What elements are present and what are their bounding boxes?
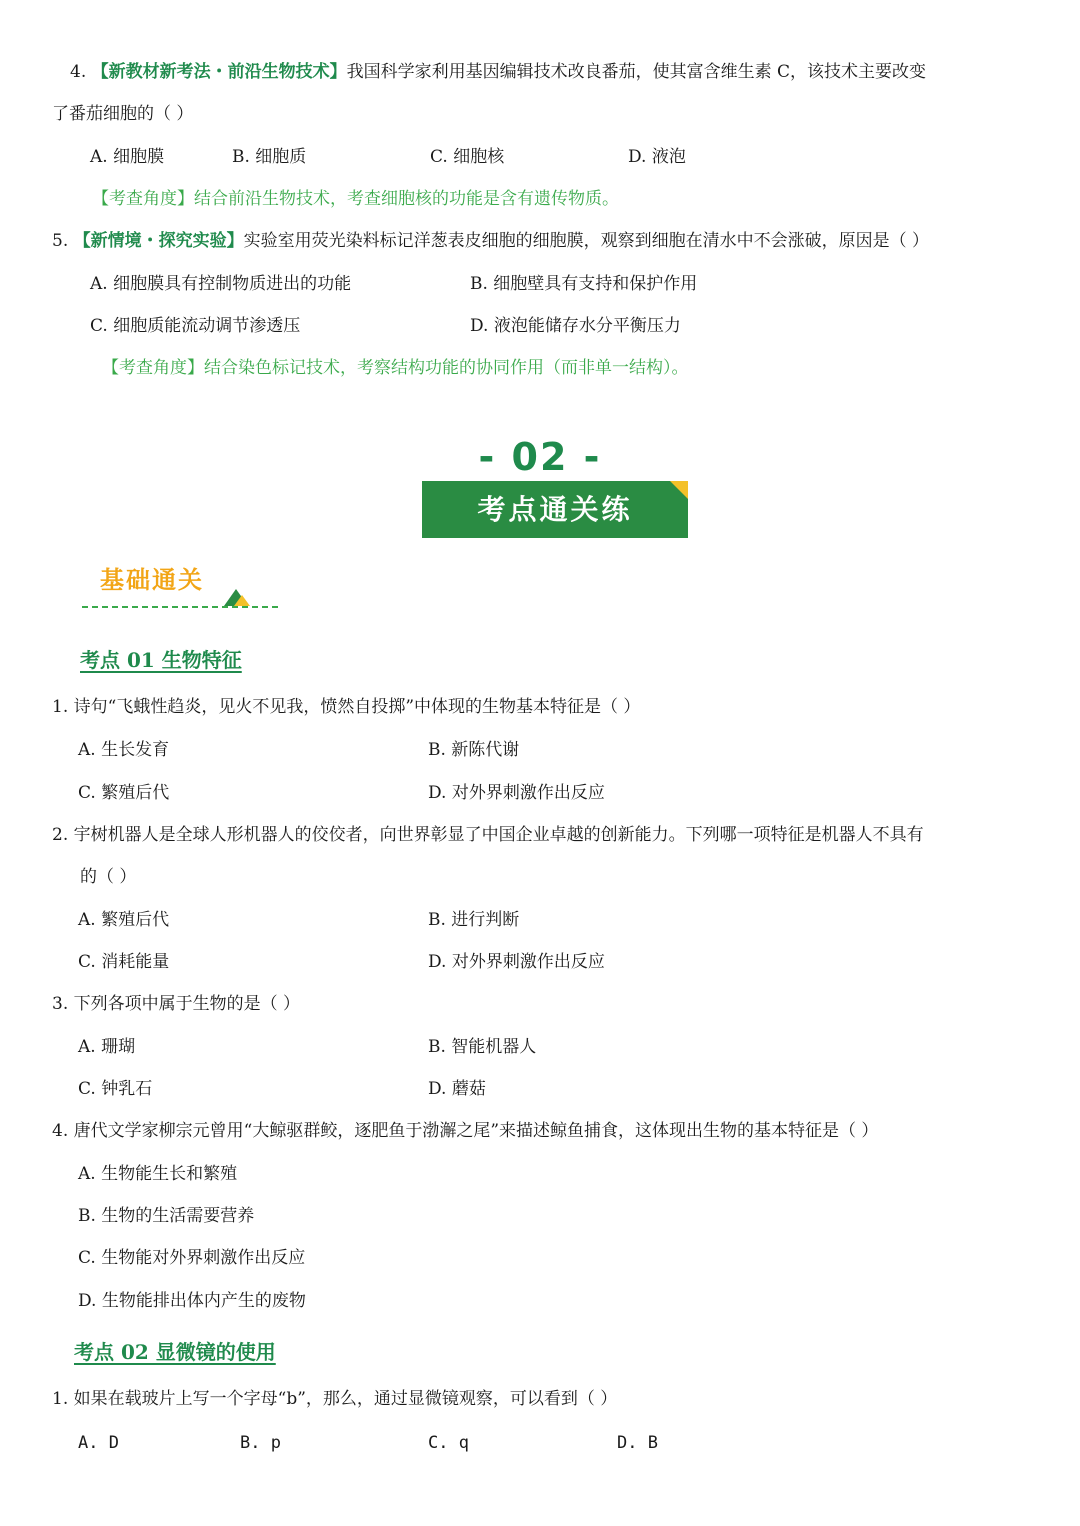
option-a[interactable]: A. 生物能生长和繁殖 xyxy=(78,1164,238,1184)
question-4-line2: 了番茄细胞的（ ） xyxy=(52,104,194,124)
question-5-line1 xyxy=(52,233,929,250)
basic-section-title: 基础通关 xyxy=(100,566,204,594)
option-b[interactable]: B. 智能机器人 xyxy=(428,1037,537,1057)
section-title: 考点通关练 xyxy=(477,493,633,526)
option-d[interactable]: D. B xyxy=(617,1433,658,1453)
option-d[interactable]: D. 蘑菇 xyxy=(428,1079,486,1099)
option-d[interactable]: D. 液泡 xyxy=(628,147,686,167)
option-c[interactable]: C. 繁殖后代 xyxy=(78,783,170,803)
kp01-question-4: 4. 唐代文学家柳宗元曾用“大鲸驱群鲛，逐肥鱼于渤澥之尾”来描述鲸鱼捕食，这体现出生物的基本特征是（ ） xyxy=(52,1121,879,1141)
exam-angle-note: 【考查角度】结合前沿生物技术，考查细胞核的功能是含有遗传物质。 xyxy=(92,189,619,209)
option-c[interactable]: C. 细胞质能流动调节渗透压 xyxy=(90,316,301,336)
option-a[interactable]: A. 生长发育 xyxy=(78,740,170,760)
option-a[interactable]: A. 繁殖后代 xyxy=(78,910,170,930)
question-stem: 实验室用荧光染料标记洋葱表皮细胞的细胞膜，观察到细胞在清水中不会涨破，原因是（ ） xyxy=(243,231,930,251)
option-b[interactable]: B. 细胞质 xyxy=(232,147,307,167)
question-number: 5. xyxy=(52,231,69,251)
keypoint-02-title: 考点 02 显微镜的使用 xyxy=(74,1340,276,1364)
question-tag: 【新教材新考法・前沿生物技术】 xyxy=(91,62,347,82)
question-stem: 我国科学家利用基因编辑技术改良番茄，使其富含维生素 C，该技术主要改变 xyxy=(346,62,927,82)
option-b[interactable]: B. 生物的生活需要营养 xyxy=(78,1206,255,1226)
kp01-question-3: 3. 下列各项中属于生物的是（ ） xyxy=(52,994,301,1014)
option-c[interactable]: C. 细胞核 xyxy=(430,147,505,167)
option-a[interactable]: A. D xyxy=(78,1433,119,1453)
banner-corner-decoration xyxy=(670,481,688,499)
kp01-question-1: 1. 诗句“飞蛾性趋炎，见火不见我，愤然自投掷”中体现的生物基本特征是（ ） xyxy=(52,697,641,717)
option-d[interactable]: D. 液泡能储存水分平衡压力 xyxy=(470,316,681,336)
question-tag: 【新情境・探究实验】 xyxy=(73,231,244,251)
option-d[interactable]: D. 对外界刺激作出反应 xyxy=(428,952,605,972)
question-4-line1 xyxy=(70,64,926,81)
mountain-icon xyxy=(222,586,252,608)
option-a[interactable]: A. 细胞膜 xyxy=(90,147,165,167)
section-banner xyxy=(422,481,688,538)
option-c[interactable]: C. 消耗能量 xyxy=(78,952,170,972)
kp02-question-1: 1. 如果在载玻片上写一个字母“b”，那么，通过显微镜观察，可以看到（ ） xyxy=(52,1389,618,1409)
option-a[interactable]: A. 珊瑚 xyxy=(78,1037,136,1057)
option-b[interactable]: B. p xyxy=(240,1433,281,1453)
option-c[interactable]: C. 生物能对外界刺激作出反应 xyxy=(78,1248,306,1268)
option-d[interactable]: D. 对外界刺激作出反应 xyxy=(428,783,605,803)
section-number: - 02 - xyxy=(478,435,602,479)
option-c[interactable]: C. 钟乳石 xyxy=(78,1079,153,1099)
option-a[interactable]: A. 细胞膜具有控制物质进出的功能 xyxy=(90,274,352,294)
exam-angle-note: 【考查角度】结合染色标记技术，考察结构功能的协同作用（而非单一结构）。 xyxy=(102,358,689,378)
kp01-question-2-line1: 2. 宇树机器人是全球人形机器人的佼佼者，向世界彰显了中国企业卓越的创新能力。下列哪一项特征是机器人不具有 xyxy=(52,825,924,845)
question-number: 4. xyxy=(70,62,87,82)
keypoint-01-title: 考点 01 生物特征 xyxy=(80,648,242,672)
option-c[interactable]: C. q xyxy=(428,1433,469,1453)
option-d[interactable]: D. 生物能排出体内产生的废物 xyxy=(78,1291,306,1311)
basic-title-underline xyxy=(82,606,278,608)
option-b[interactable]: B. 进行判断 xyxy=(428,910,520,930)
option-b[interactable]: B. 新陈代谢 xyxy=(428,740,520,760)
kp01-question-2-line2: 的（ ） xyxy=(80,867,137,887)
option-b[interactable]: B. 细胞壁具有支持和保护作用 xyxy=(470,274,698,294)
